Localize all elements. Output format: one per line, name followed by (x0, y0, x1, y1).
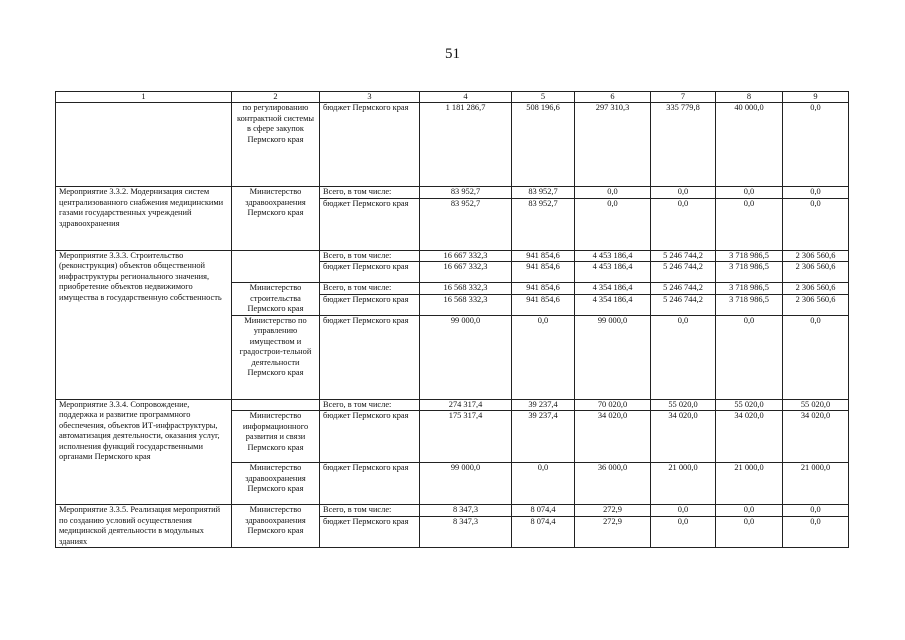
value-cell: 297 310,3 (575, 103, 651, 187)
value-cell: 21 000,0 (651, 463, 716, 505)
value-cell: 55 020,0 (783, 399, 849, 411)
value-cell: 272,9 (575, 516, 651, 547)
executor-cell: Министерство по управлению имуществом и градострои-тельной деятельности Пермского края (232, 315, 320, 399)
header-cell: 1 (56, 92, 232, 103)
source-cell: бюджет Пермского края (320, 411, 420, 463)
value-cell: 941 854,6 (512, 283, 575, 295)
value-cell: 0,0 (651, 516, 716, 547)
executor-cell: Министерство здравоохранения Пермского края (232, 505, 320, 548)
value-cell: 3 718 986,5 (716, 283, 783, 295)
value-cell: 0,0 (651, 187, 716, 199)
value-cell: 0,0 (512, 315, 575, 399)
value-cell: 0,0 (716, 516, 783, 547)
header-cell: 7 (651, 92, 716, 103)
value-cell: 8 347,3 (420, 516, 512, 547)
table-row (56, 187, 849, 199)
value-cell: 2 306 560,6 (783, 294, 849, 315)
value-cell: 2 306 560,6 (783, 262, 849, 283)
value-cell: 16 667 332,3 (420, 262, 512, 283)
header-cell: 5 (512, 92, 575, 103)
value-cell: 21 000,0 (783, 463, 849, 505)
value-cell: 335 779,8 (651, 103, 716, 187)
table-row (56, 399, 849, 411)
value-cell: 55 020,0 (716, 399, 783, 411)
header-cell: 4 (420, 92, 512, 103)
value-cell: 508 196,6 (512, 103, 575, 187)
value-cell: 70 020,0 (575, 399, 651, 411)
value-cell: 34 020,0 (783, 411, 849, 463)
value-cell: 0,0 (512, 463, 575, 505)
value-cell: 99 000,0 (420, 463, 512, 505)
value-cell: 83 952,7 (512, 198, 575, 250)
value-cell: 0,0 (716, 187, 783, 199)
value-cell: 2 306 560,6 (783, 283, 849, 295)
table-row (56, 505, 849, 517)
header-cell: 8 (716, 92, 783, 103)
value-cell: 0,0 (651, 315, 716, 399)
source-cell: Всего, в том числе: (320, 250, 420, 262)
value-cell: 8 074,4 (512, 505, 575, 517)
value-cell: 2 306 560,6 (783, 250, 849, 262)
executor-cell: Министерство информационного развития и связи Пермского края (232, 411, 320, 463)
value-cell: 3 718 986,5 (716, 294, 783, 315)
header-cell: 9 (783, 92, 849, 103)
value-cell: 941 854,6 (512, 262, 575, 283)
value-cell: 16 568 332,3 (420, 294, 512, 315)
source-cell: бюджет Пермского края (320, 294, 420, 315)
source-cell: Всего, в том числе: (320, 505, 420, 517)
executor-cell (232, 399, 320, 411)
value-cell: 4 354 186,4 (575, 283, 651, 295)
value-cell: 4 453 186,4 (575, 262, 651, 283)
activity-cell: Мероприятие 3.3.2. Модернизация систем централизованного снабжения медицинскими газами государственных учреждений здравоохранения (56, 187, 232, 251)
source-cell: бюджет Пермского края (320, 103, 420, 187)
value-cell: 0,0 (651, 505, 716, 517)
value-cell: 941 854,6 (512, 294, 575, 315)
activity-cell: Мероприятие 3.3.3. Строительство (реконструкция) объектов общественной инфраструктуры регионального значения, приобретение объектов недвижимого имущества в государственную собственность (56, 250, 232, 399)
value-cell: 4 354 186,4 (575, 294, 651, 315)
executor-cell: Министерство здравоохранения Пермского края (232, 463, 320, 505)
header-cell: 2 (232, 92, 320, 103)
value-cell: 99 000,0 (420, 315, 512, 399)
table-header-row (56, 92, 849, 103)
value-cell: 941 854,6 (512, 250, 575, 262)
source-cell: бюджет Пермского края (320, 262, 420, 283)
value-cell: 0,0 (783, 103, 849, 187)
value-cell: 4 453 186,4 (575, 250, 651, 262)
value-cell: 0,0 (575, 198, 651, 250)
source-cell: бюджет Пермского края (320, 315, 420, 399)
header-cell: 6 (575, 92, 651, 103)
value-cell: 36 000,0 (575, 463, 651, 505)
source-cell: бюджет Пермского края (320, 516, 420, 547)
value-cell: 8 074,4 (512, 516, 575, 547)
source-cell: бюджет Пермского края (320, 198, 420, 250)
value-cell: 5 246 744,2 (651, 294, 716, 315)
value-cell: 40 000,0 (716, 103, 783, 187)
executor-cell: Министерство строительства Пермского края (232, 283, 320, 316)
table-row (56, 103, 849, 187)
value-cell: 55 020,0 (651, 399, 716, 411)
activity-cell: Мероприятие 3.3.5. Реализация мероприятий по созданию условий осуществления медицинской деятельности в модульных зданиях (56, 505, 232, 548)
value-cell: 0,0 (783, 315, 849, 399)
value-cell: 0,0 (783, 198, 849, 250)
value-cell: 175 317,4 (420, 411, 512, 463)
value-cell: 0,0 (783, 505, 849, 517)
value-cell: 83 952,7 (420, 198, 512, 250)
budget-table (55, 91, 849, 548)
source-cell: Всего, в том числе: (320, 283, 420, 295)
executor-cell: по регулированию контрактной системы в сфере закупок Пермского края (232, 103, 320, 187)
value-cell: 3 718 986,5 (716, 250, 783, 262)
executor-cell (232, 250, 320, 283)
value-cell: 83 952,7 (420, 187, 512, 199)
value-cell: 39 237,4 (512, 411, 575, 463)
value-cell: 34 020,0 (651, 411, 716, 463)
value-cell: 5 246 744,2 (651, 283, 716, 295)
executor-cell: Министерство здравоохранения Пермского края (232, 187, 320, 251)
source-cell: бюджет Пермского края (320, 463, 420, 505)
value-cell: 0,0 (716, 505, 783, 517)
value-cell: 274 317,4 (420, 399, 512, 411)
value-cell: 0,0 (716, 198, 783, 250)
activity-cell: Мероприятие 3.3.4. Сопровождение, поддержка и развитие программного обеспечения, объектов ИТ-инфраструктуры, автоматизация деятельности, оказания услуг, исполнения функций государственными органами Пермского края (56, 399, 232, 505)
value-cell: 16 568 332,3 (420, 283, 512, 295)
value-cell: 21 000,0 (716, 463, 783, 505)
value-cell: 0,0 (651, 198, 716, 250)
table-row (56, 250, 849, 262)
value-cell: 0,0 (575, 187, 651, 199)
value-cell: 34 020,0 (716, 411, 783, 463)
activity-cell (56, 103, 232, 187)
value-cell: 0,0 (783, 516, 849, 547)
value-cell: 0,0 (716, 315, 783, 399)
value-cell: 272,9 (575, 505, 651, 517)
value-cell: 34 020,0 (575, 411, 651, 463)
value-cell: 99 000,0 (575, 315, 651, 399)
page-number: 51 (445, 46, 460, 62)
source-cell: Всего, в том числе: (320, 187, 420, 199)
value-cell: 39 237,4 (512, 399, 575, 411)
value-cell: 5 246 744,2 (651, 262, 716, 283)
value-cell: 1 181 286,7 (420, 103, 512, 187)
value-cell: 16 667 332,3 (420, 250, 512, 262)
value-cell: 3 718 986,5 (716, 262, 783, 283)
source-cell: Всего, в том числе: (320, 399, 420, 411)
value-cell: 83 952,7 (512, 187, 575, 199)
header-cell: 3 (320, 92, 420, 103)
value-cell: 5 246 744,2 (651, 250, 716, 262)
value-cell: 0,0 (783, 187, 849, 199)
value-cell: 8 347,3 (420, 505, 512, 517)
